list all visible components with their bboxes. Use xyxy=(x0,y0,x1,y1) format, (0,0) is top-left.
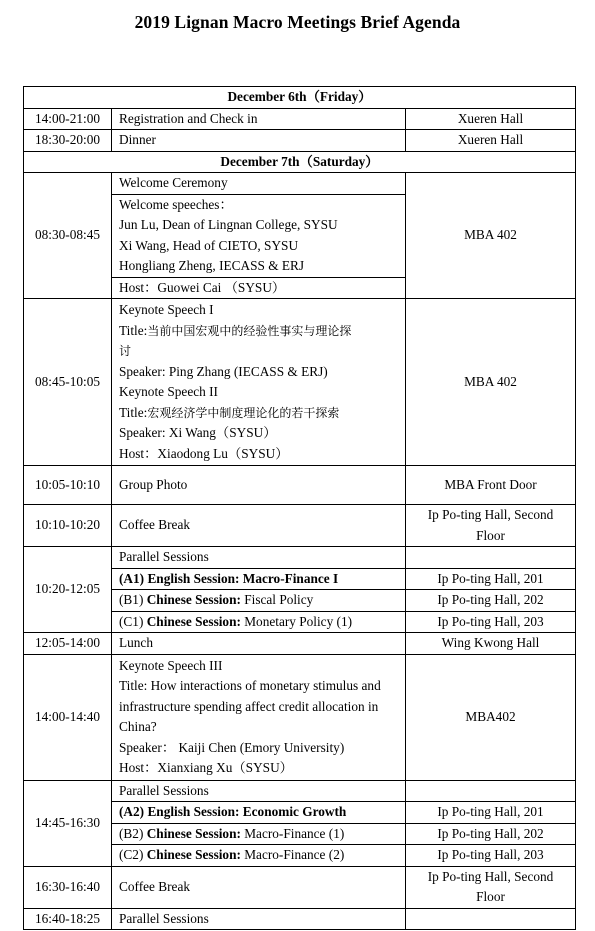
time-cell: 08:30-08:45 xyxy=(24,173,112,299)
speech-line: Jun Lu, Dean of Lingnan College, SYSU xyxy=(119,217,338,232)
keynote-speaker: Speaker: Ping Zhang (IECASS & ERJ) xyxy=(119,363,328,379)
activity-cell xyxy=(112,299,406,466)
location-cell: Xueren Hall xyxy=(406,130,576,152)
activity-cell: Dinner xyxy=(112,130,406,152)
session-cell: (A2) English Session: Economic Growth xyxy=(112,802,406,824)
location-cell xyxy=(406,547,576,569)
day-header: December 7th（Saturday） xyxy=(24,151,576,173)
session-cell: (B1) Chinese Session: Fiscal Policy xyxy=(112,590,406,612)
table-row xyxy=(24,505,576,547)
activity-cell xyxy=(112,194,406,277)
keynote-title: Title:当前中国宏观中的经验性事实与理论探 xyxy=(119,322,352,338)
activity-cell: Coffee Break xyxy=(112,866,406,908)
table-row xyxy=(24,299,576,466)
activity-cell xyxy=(112,654,406,780)
location-cell: Ip Po-ting Hall, 203 xyxy=(406,845,576,867)
session-cell: (C2) Chinese Session: Macro-Finance (2) xyxy=(112,845,406,867)
keynote-host: Host：Xianxiang Xu（SYSU） xyxy=(119,760,293,775)
day-header: December 6th（Friday） xyxy=(24,87,576,109)
activity-cell: Coffee Break xyxy=(112,505,406,547)
table-row xyxy=(24,908,576,930)
time-cell: 16:40-18:25 xyxy=(24,908,112,930)
keynote-host: Host：Xiaodong Lu（SYSU） xyxy=(119,445,289,461)
session-cell: (C1) Chinese Session: Monetary Policy (1) xyxy=(112,611,406,633)
session-cell: (B2) Chinese Session: Macro-Finance (1) xyxy=(112,823,406,845)
time-cell: 10:10-10:20 xyxy=(24,505,112,547)
time-cell: 08:45-10:05 xyxy=(24,299,112,466)
location-cell: Wing Kwong Hall xyxy=(406,633,576,655)
location-cell: Ip Po-ting Hall, 201 xyxy=(406,802,576,824)
activity-cell: Group Photo xyxy=(112,466,406,505)
activity-cell: Registration and Check in xyxy=(112,108,406,130)
session-cell: (A1) English Session: Macro-Finance I xyxy=(112,568,406,590)
host-cell: Host：Guowei Cai （SYSU） xyxy=(112,277,406,299)
table-row xyxy=(24,466,576,505)
keynote-speaker: Speaker: Xi Wang（SYSU） xyxy=(119,425,277,440)
agenda-table xyxy=(23,86,576,930)
day-header-row xyxy=(24,87,576,109)
speech-line: Hongliang Zheng, IECASS & ERJ xyxy=(119,258,305,273)
keynote-title-cont: 讨 xyxy=(119,344,132,358)
location-cell: Ip Po-ting Hall, 202 xyxy=(406,590,576,612)
location-cell xyxy=(406,908,576,930)
activity-cell: Welcome Ceremony xyxy=(112,173,406,195)
speeches-label: Welcome speeches： xyxy=(119,196,233,212)
speech-line: Xi Wang, Head of CIETO, SYSU xyxy=(119,237,299,253)
activity-cell: Lunch xyxy=(112,633,406,655)
time-cell: 10:20-12:05 xyxy=(24,547,112,633)
time-cell: 12:05-14:00 xyxy=(24,633,112,655)
location-cell: Ip Po-ting Hall, 202 xyxy=(406,823,576,845)
location-cell: MBA402 xyxy=(406,654,576,780)
location-cell: Ip Po-ting Hall, Second Floor xyxy=(406,866,576,908)
activity-cell: Parallel Sessions xyxy=(112,908,406,930)
time-cell: 14:00-14:40 xyxy=(24,654,112,780)
location-cell: MBA 402 xyxy=(406,173,576,299)
table-row xyxy=(24,654,576,780)
page-title: 2019 Lignan Macro Meetings Brief Agenda xyxy=(134,12,461,32)
time-cell: 16:30-16:40 xyxy=(24,866,112,908)
table-row xyxy=(24,108,576,130)
location-cell xyxy=(406,780,576,802)
table-row xyxy=(24,547,576,569)
keynote-label: Keynote Speech III xyxy=(119,657,223,673)
location-cell: Ip Po-ting Hall, Second Floor xyxy=(406,505,576,547)
keynote-title-cont: infrastructure spending affect credit allocation in xyxy=(119,698,379,714)
table-row xyxy=(24,866,576,908)
keynote-title-cont: China? xyxy=(119,719,157,734)
location-cell: Ip Po-ting Hall, 203 xyxy=(406,611,576,633)
location-cell: MBA 402 xyxy=(406,299,576,466)
location-cell: Xueren Hall xyxy=(406,108,576,130)
keynote-speaker: Speaker： Kaiji Chen (Emory University) xyxy=(119,739,345,755)
time-cell: 18:30-20:00 xyxy=(24,130,112,152)
table-row xyxy=(24,130,576,152)
time-cell: 14:45-16:30 xyxy=(24,780,112,866)
table-row xyxy=(24,633,576,655)
table-row xyxy=(24,780,576,802)
keynote-label: Keynote Speech I xyxy=(119,302,214,317)
day-header-row xyxy=(24,151,576,173)
keynote-label: Keynote Speech II xyxy=(119,384,218,399)
session-header: Parallel Sessions xyxy=(112,547,406,569)
location-cell: MBA Front Door xyxy=(406,466,576,505)
keynote-title: Title:宏观经济学中制度理论化的若干探索 xyxy=(119,404,340,420)
session-header: Parallel Sessions xyxy=(112,780,406,802)
table-row xyxy=(24,173,576,195)
time-cell: 10:05-10:10 xyxy=(24,466,112,505)
time-cell: 14:00-21:00 xyxy=(24,108,112,130)
keynote-title: Title: How interactions of monetary stimulus and xyxy=(119,678,381,693)
location-cell: Ip Po-ting Hall, 201 xyxy=(406,568,576,590)
